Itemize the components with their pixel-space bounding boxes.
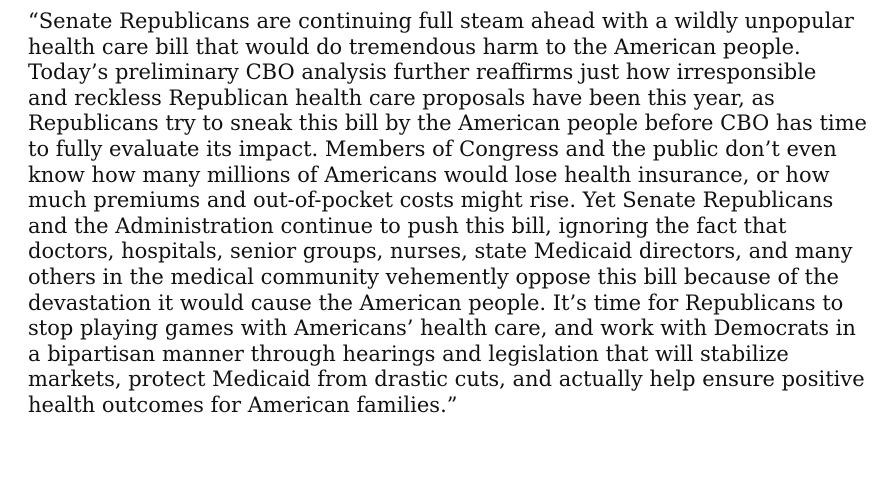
quote-line: “Senate Republicans are continuing full steam ahead with a wildly unpopular — [28, 9, 854, 33]
quote-line: and the Administration continue to push this bill, ignoring the fact that — [28, 213, 787, 238]
quote-line: to fully evaluate its impact. Members of Congress and the public don’t even — [28, 136, 837, 161]
quote-line: Today’s preliminary CBO analysis further reaffirms just how irresponsible — [28, 60, 817, 85]
quote-statement — [28, 9, 868, 419]
quote-line: a bipartisan manner through hearings and legislation that will stabilize — [28, 341, 789, 366]
quote-line: devastation it would cause the American people. It’s time for Republicans to — [28, 290, 844, 315]
quote-line: others in the medical community vehemently oppose this bill because of the — [28, 264, 839, 289]
quote-line: and reckless Republican health care proposals have been this year, as — [28, 85, 775, 110]
quote-line: stop playing games with Americans’ health care, and work with Democrats in — [28, 316, 856, 341]
quote-line: Republicans try to sneak this bill by the American people before CBO has time — [28, 111, 867, 136]
quote-line: health care bill that would do tremendous harm to the American people. — [28, 34, 801, 59]
quote-line: know how many millions of Americans would lose health insurance, or how — [28, 162, 830, 187]
quote-line: health outcomes for American families.” — [28, 392, 458, 417]
quote-line: much premiums and out-of-pocket costs might rise. Yet Senate Republicans — [28, 188, 834, 213]
quote-line: markets, protect Medicaid from drastic cuts, and actually help ensure positive — [28, 367, 865, 392]
quote-line: doctors, hospitals, senior groups, nurses, state Medicaid directors, and many — [28, 239, 853, 264]
